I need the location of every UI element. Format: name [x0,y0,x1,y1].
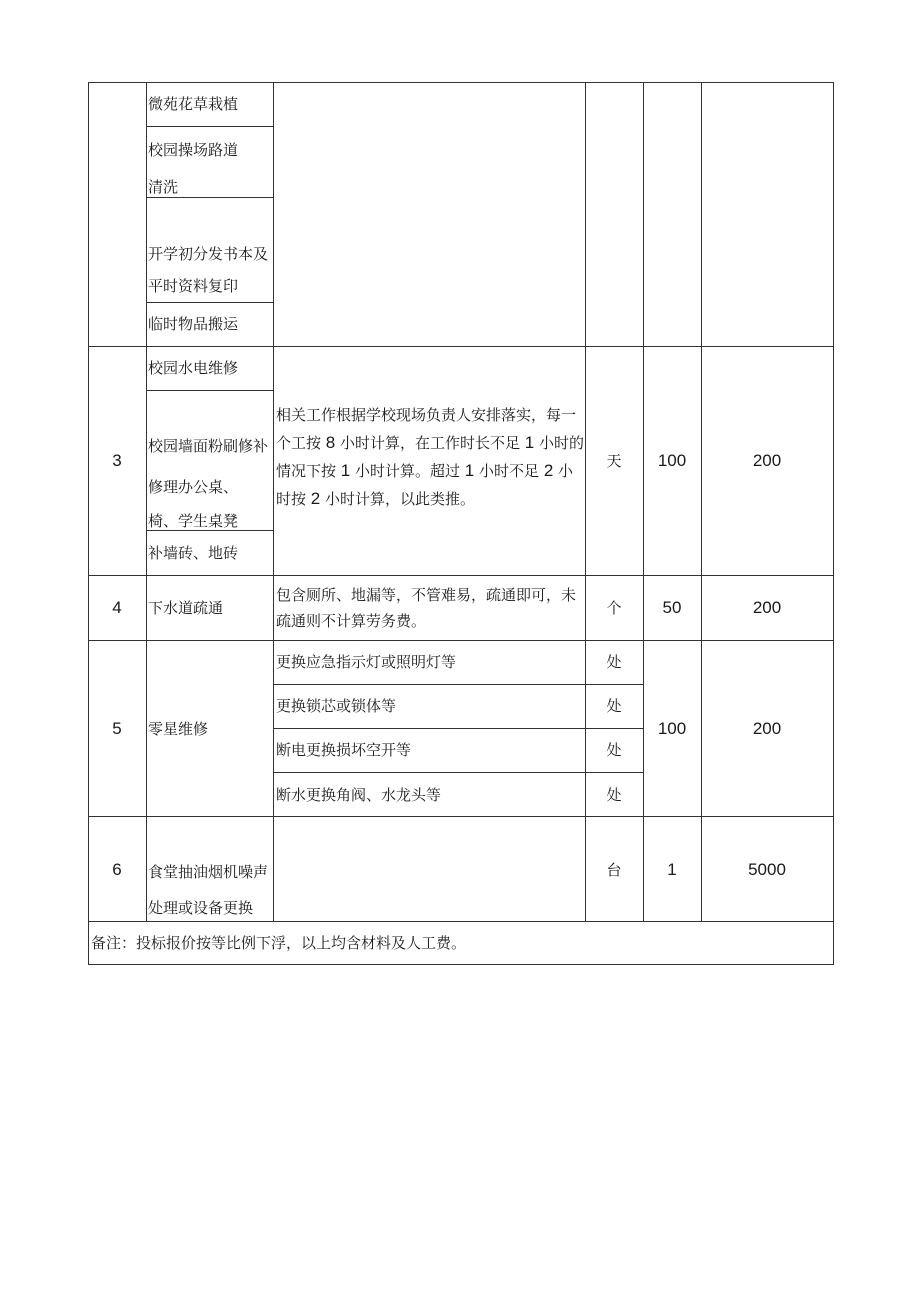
sub-item-description: 更换锁芯或锁体等 [276,697,397,715]
table-note: 备注：投标报价按等比例下浮，以上均含材料及人工费。 [91,934,467,952]
row-number: 3 [112,451,122,470]
quantity-cell: 100 [657,719,687,738]
description-number: 1 [340,461,351,480]
sub-item-unit: 处 [606,786,622,804]
row-number: 4 [112,598,122,617]
item-text: 零星维修 [148,720,209,738]
item-text: 微苑花草栽植 [148,95,239,113]
item-text: 下水道疏通 [148,599,224,617]
description-text: 小时的情况下按 [276,434,585,480]
item-text: 校园水电维修 [148,359,239,377]
description-text: 小时不足 [474,462,544,480]
item-text: 处理或设备更换 [148,899,254,917]
item-text: 食堂抽油烟机噪声 [148,863,269,881]
description-text: 相关工作根据学校现场负责人安排落实，每一个工按 [276,406,577,452]
item-text: 清洗 [148,178,179,196]
sub-item-description: 断水更换角阀、水龙头等 [276,786,442,804]
quantity-cell: 50 [662,598,682,617]
price-cell: 200 [752,451,782,470]
description-text: 包含厕所、地漏等，不管难易，疏通即可，未 [276,586,577,604]
sub-item-description: 断电更换损坏空开等 [276,741,412,759]
unit-cell: 个 [606,599,622,617]
quantity-cell: 100 [657,451,687,470]
description-number: 2 [310,489,321,508]
unit-cell: 台 [606,861,622,879]
sub-item-unit: 处 [606,741,622,759]
description-text: 小时按 [276,462,574,508]
description-text: 疏通则不计算劳务费。 [276,612,427,630]
sub-item-description: 更换应急指示灯或照明灯等 [276,653,457,671]
item-text: 校园墙面粉刷修补 [148,437,269,455]
item-text: 平时资料复印 [148,277,239,295]
description-text: 小时计算，以此类推。 [320,490,476,508]
description-number: 2 [543,461,554,480]
price-cell: 200 [752,719,782,738]
description-number: 1 [524,433,535,452]
description-number: 1 [464,461,475,480]
description-text: 小时计算。超过 [350,462,465,480]
price-cell: 200 [752,598,782,617]
item-text: 临时物品搬运 [148,315,239,333]
unit-cell: 天 [606,452,622,470]
row-number: 5 [112,719,122,738]
item-text: 补墙砖、地砖 [148,544,239,562]
sub-item-unit: 处 [606,697,622,715]
item-text: 椅、学生桌凳 [148,512,239,530]
item-text: 校园操场路道 [148,141,239,159]
description-text: 小时计算，在工作时长不足 [335,434,525,452]
description-number: 8 [325,433,336,452]
quantity-cell: 1 [667,860,677,879]
work-hours-description [276,402,586,513]
item-text: 开学初分发书本及 [148,245,269,263]
price-cell: 5000 [748,860,786,879]
row-number: 6 [112,860,122,879]
item-text: 修理办公桌、 [148,478,239,496]
sub-item-unit: 处 [606,653,622,671]
